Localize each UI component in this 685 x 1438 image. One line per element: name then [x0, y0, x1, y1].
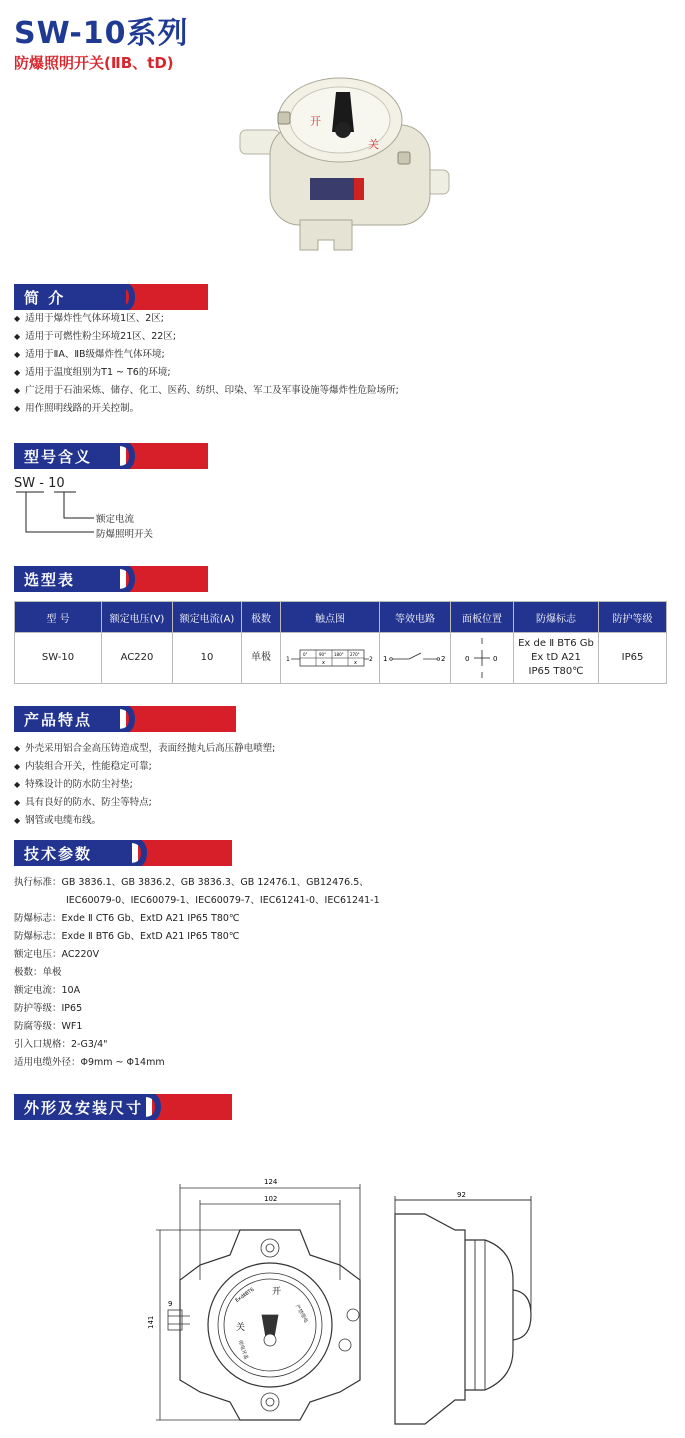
- marking-line: Ex tD A21: [531, 652, 581, 663]
- section-intro-heading: 简 介: [24, 289, 66, 307]
- cell-panel-position: [451, 633, 514, 684]
- panel-diagram: [462, 636, 502, 680]
- product-photo: [230, 70, 460, 260]
- cell-circuit-diagram: [380, 633, 451, 684]
- model-switch-label: 防爆照明开关: [96, 529, 154, 540]
- cell-voltage: AC220: [102, 633, 173, 684]
- list-item: ◆ 适用于温度组别为T1 ~ T6的环境;: [14, 364, 399, 382]
- param-line: 引入口规格：2-G3/4": [14, 1039, 108, 1050]
- contact-x: x: [322, 660, 325, 666]
- param-line: 防爆标志：Exde Ⅱ BT6 Gb、ExtD A21 IP65 T80℃: [14, 931, 240, 942]
- param-line: IEC60079-0、IEC60079-1、IEC60079-7、IEC61241-0、IEC61241-1: [66, 895, 380, 906]
- list-item: ◆ 适用于可燃性粉尘环境21区、22区;: [14, 328, 399, 346]
- list-item: ◆ 具有良好的防水、防尘等特点;: [14, 794, 275, 812]
- param-line: 极数：单极: [14, 967, 62, 978]
- section-model-bar: [14, 443, 208, 469]
- model-code-suffix: 10: [48, 476, 65, 491]
- intro-list: [14, 310, 399, 418]
- list-item: ◆ 特殊设计的防水防尘衬垫;: [14, 776, 275, 794]
- contact-angle: 0°: [303, 652, 308, 657]
- table-header-row: [15, 602, 667, 633]
- section-features-heading: 产品特点: [24, 711, 93, 729]
- section-tech-bar: [14, 840, 232, 866]
- param-line: 适用电缆外径：Φ9mm ~ Φ14mm: [14, 1057, 165, 1068]
- contact-x: x: [354, 660, 357, 666]
- circuit-left: 1: [383, 655, 388, 663]
- marking-line: Ex de Ⅱ BT6 Gb: [518, 638, 594, 649]
- list-item: ◆ 外壳采用铝合金高压铸造成型，表面经抛丸后高压静电喷塑;: [14, 740, 275, 758]
- cell-model: SW-10: [15, 633, 102, 684]
- section-selection-bar: [14, 566, 208, 592]
- cell-current: 10: [173, 633, 242, 684]
- section-tech-heading: 技术参数: [24, 845, 93, 863]
- section-dimensions-bar: [14, 1094, 232, 1120]
- col-panel: 面板位置: [451, 602, 514, 633]
- dim-102: 102: [264, 1195, 278, 1203]
- dial-mark: ExdⅡBT6: [234, 1286, 256, 1304]
- section-selection-heading: 选型表: [24, 571, 76, 589]
- section-intro-bar: [14, 284, 208, 310]
- marking-line: IP65 T80℃: [528, 666, 584, 677]
- param-line: 防腐等级：WF1: [14, 1021, 83, 1032]
- side-view-drawing: [385, 1190, 545, 1430]
- list-item: ◆ 适用于ⅡA、ⅡB级爆炸性气体环境;: [14, 346, 399, 364]
- section-model-heading: 型号含义: [24, 448, 93, 466]
- param-line: 防爆标志：Exde Ⅱ CT6 Gb、ExtD A21 IP65 T80℃: [14, 913, 240, 924]
- dial-text-left: 带电开盖: [236, 1339, 249, 1361]
- list-item: ◆ 内装组合开关，性能稳定可靠;: [14, 758, 275, 776]
- col-contact: 触点图: [281, 602, 380, 633]
- list-item: ◆ 广泛用于石油采炼、储存、化工、医药、纺织、印染、军工及军事设施等爆炸性危险场所;: [14, 382, 399, 400]
- selection-table: [14, 601, 667, 684]
- model-code: [14, 476, 65, 491]
- dial-close-label: 关: [236, 1323, 246, 1333]
- dim-92: 92: [457, 1191, 466, 1199]
- section-dimensions-heading: 外形及安装尺寸: [24, 1099, 144, 1117]
- col-poles: 极数: [242, 602, 281, 633]
- param-line: 执行标准：GB 3836.1、GB 3836.2、GB 3836.3、GB 12476.1、GB12476.5、: [14, 877, 369, 888]
- col-marking: 防爆标志: [514, 602, 599, 633]
- svg-text:开: 开: [310, 115, 321, 128]
- col-circuit: 等效电路: [380, 602, 451, 633]
- param-line: 防护等级：IP65: [14, 1003, 83, 1014]
- model-current-label: 额定电流: [96, 514, 135, 525]
- cell-protection: IP65: [599, 633, 667, 684]
- page-title: SW-10系列: [14, 16, 189, 51]
- dim-9: 9: [168, 1300, 173, 1308]
- circuit-diagram: [383, 650, 447, 666]
- contact-right: 2: [369, 656, 373, 663]
- contact-angle: 90°: [319, 652, 327, 657]
- circuit-right: 2: [441, 655, 446, 663]
- cell-marking: [514, 633, 599, 684]
- svg-text:关: 关: [368, 138, 379, 151]
- list-item: ◆ 适用于爆炸性气体环境1区、2区;: [14, 310, 399, 328]
- dial-open-label: 开: [272, 1287, 282, 1297]
- contact-diagram: [286, 647, 374, 669]
- col-protection: 防护等级: [599, 602, 667, 633]
- col-voltage: 额定电压(V): [102, 602, 173, 633]
- param-line: 额定电压：AC220V: [14, 949, 100, 960]
- front-view-drawing: [140, 1170, 370, 1430]
- dim-141: 141: [147, 1315, 155, 1329]
- model-code-prefix: SW: [14, 476, 36, 491]
- contact-angle: 180°: [334, 652, 344, 657]
- dial-text-right: 严禁带电: [293, 1303, 309, 1325]
- page-subtitle: 防爆照明开关(ⅡB、tD): [14, 54, 174, 72]
- table-row: [15, 633, 667, 684]
- col-current: 额定电流(A): [173, 602, 242, 633]
- cell-poles: 单极: [242, 633, 281, 684]
- section-features-bar: [14, 706, 236, 732]
- list-item: ◆ 钢管或电缆布线。: [14, 812, 275, 830]
- col-model: 型 号: [15, 602, 102, 633]
- list-item: ◆ 用作照明线路的开关控制。: [14, 400, 399, 418]
- panel-zero-left: 0: [465, 655, 470, 663]
- param-line: 额定电流：10A: [14, 985, 81, 996]
- contact-left: 1: [286, 656, 290, 663]
- dim-124: 124: [264, 1178, 278, 1186]
- tech-params: [14, 874, 380, 1072]
- model-tree-lines: [14, 490, 104, 540]
- panel-zero-right: 0: [493, 655, 498, 663]
- contact-angle: 270°: [350, 652, 360, 657]
- model-code-dash: -: [39, 476, 44, 491]
- features-list: [14, 740, 275, 830]
- cell-contact-diagram: [281, 633, 380, 684]
